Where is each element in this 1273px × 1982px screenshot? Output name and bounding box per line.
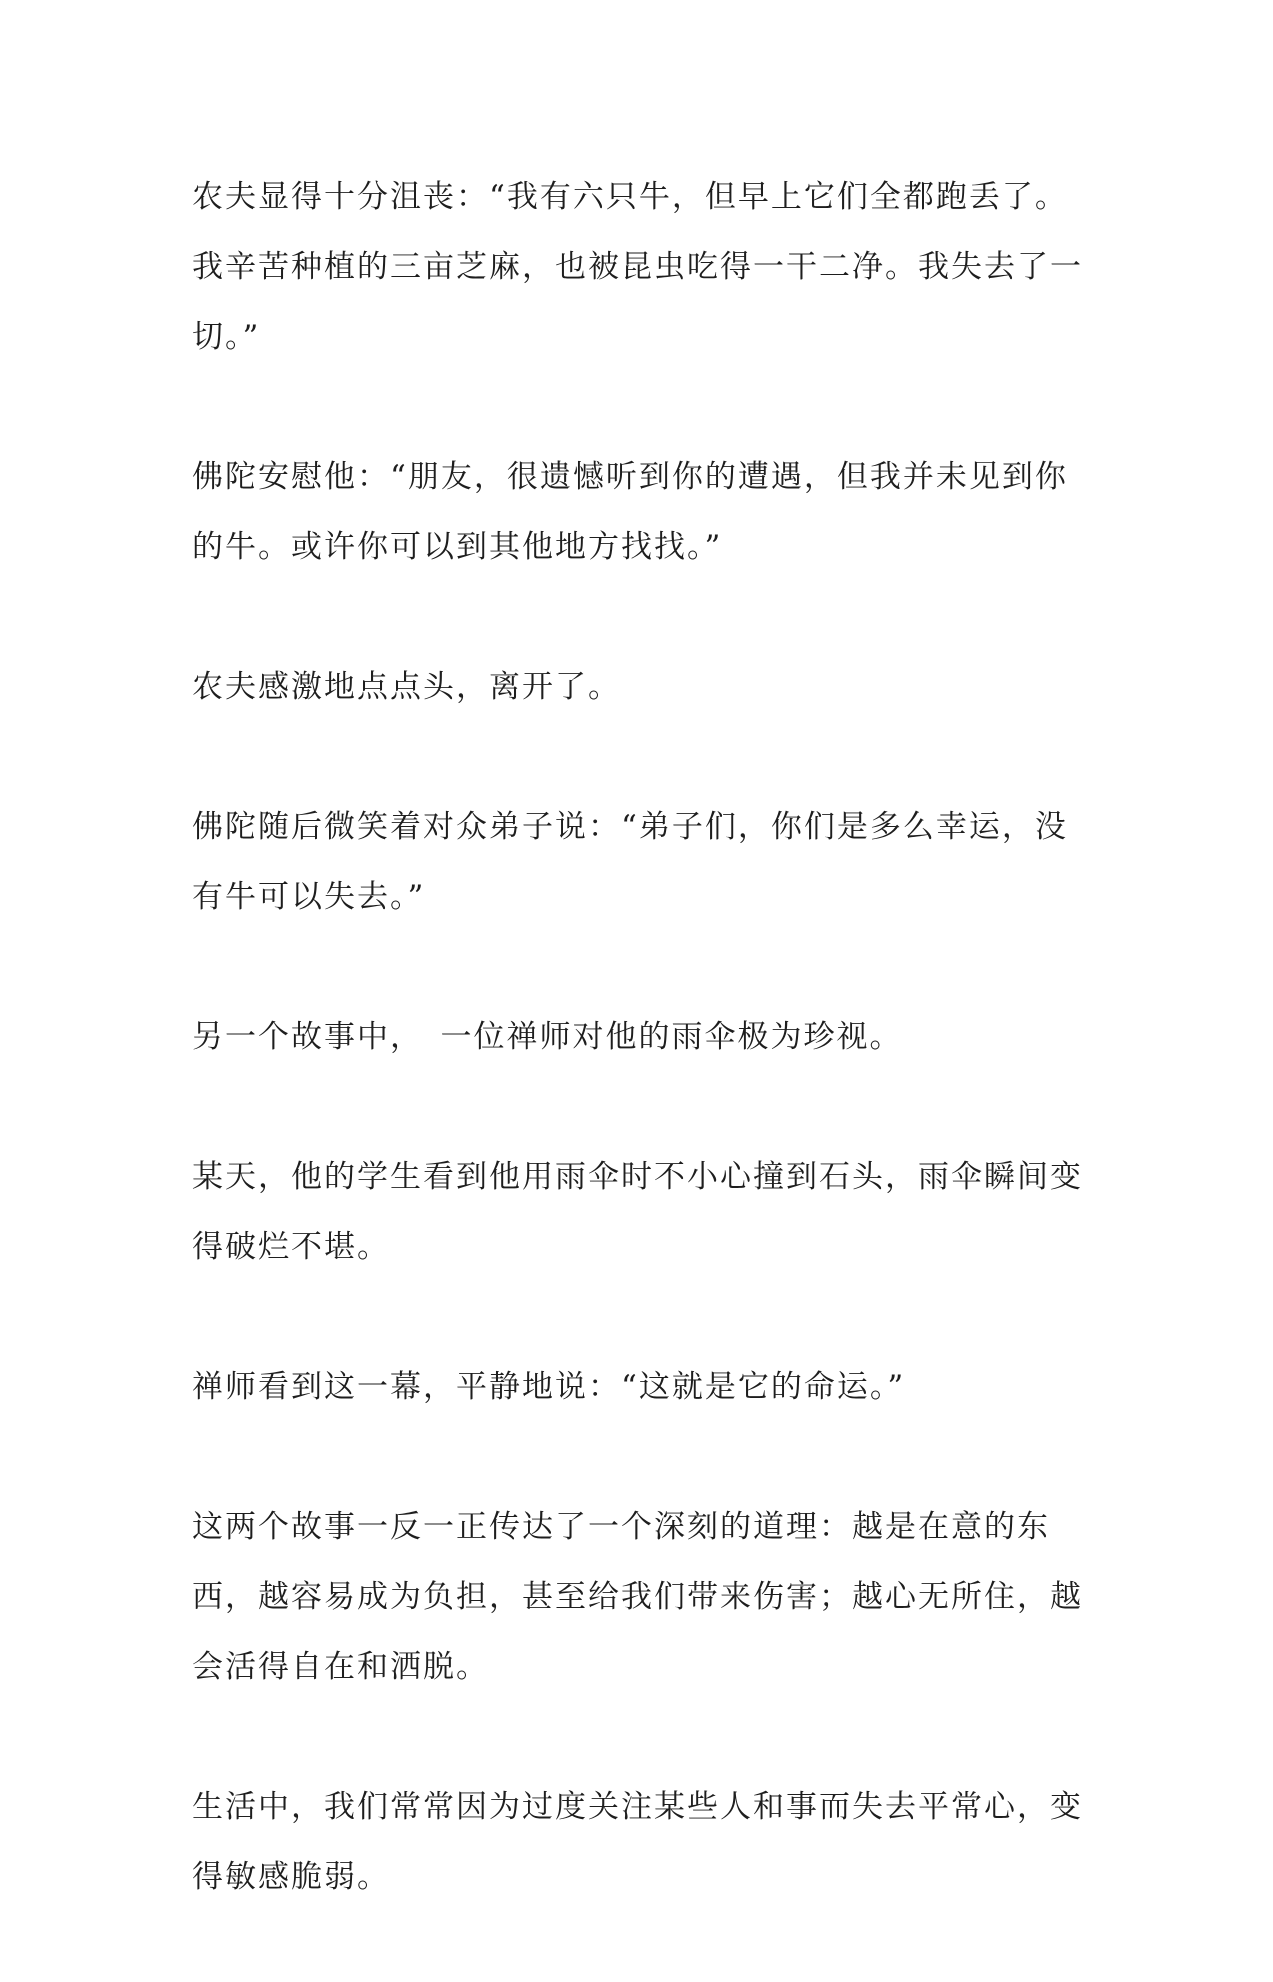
paragraph-zen-calm: 禅师看到这一幕，平静地说：“这就是它的命运。” xyxy=(192,1369,906,1405)
paragraph-lesson: 这两个故事一反一正传达了一个深刻的道理：越是在意的东西，越容易成为负担，甚至给我们带来伤害；越心无所住，越会活得自在和洒脱。 xyxy=(192,1509,1083,1685)
paragraph-zen-umbrella: 另一个故事中， 一位禅师对他的雨伞极为珍视。 xyxy=(192,1019,903,1055)
paragraph-umbrella-broken: 某天，他的学生看到他用雨伞时不小心撞到石头，雨伞瞬间变得破烂不堪。 xyxy=(192,1159,1083,1265)
document-body xyxy=(192,162,1092,1982)
paragraph-farmer-leaves: 农夫感激地点点头，离开了。 xyxy=(192,669,621,705)
paragraph-buddha-comfort: 佛陀安慰他：“朋友，很遗憾听到你的遭遇，但我并未见到你的牛。或许你可以到其他地方找找。” xyxy=(192,459,1068,565)
paragraph-buddha-disciples: 佛陀随后微笑着对众弟子说：“弟子们，你们是多么幸运，没有牛可以失去。” xyxy=(192,809,1068,915)
paragraph-daily-life: 生活中，我们常常因为过度关注某些人和事而失去平常心，变得敏感脆弱。 xyxy=(192,1789,1083,1895)
paragraph-farmer-lament: 农夫显得十分沮丧：“我有六只牛，但早上它们全都跑丢了。我辛苦种植的三亩芝麻，也被昆虫吃得一干二净。我失去了一切。” xyxy=(192,179,1083,355)
